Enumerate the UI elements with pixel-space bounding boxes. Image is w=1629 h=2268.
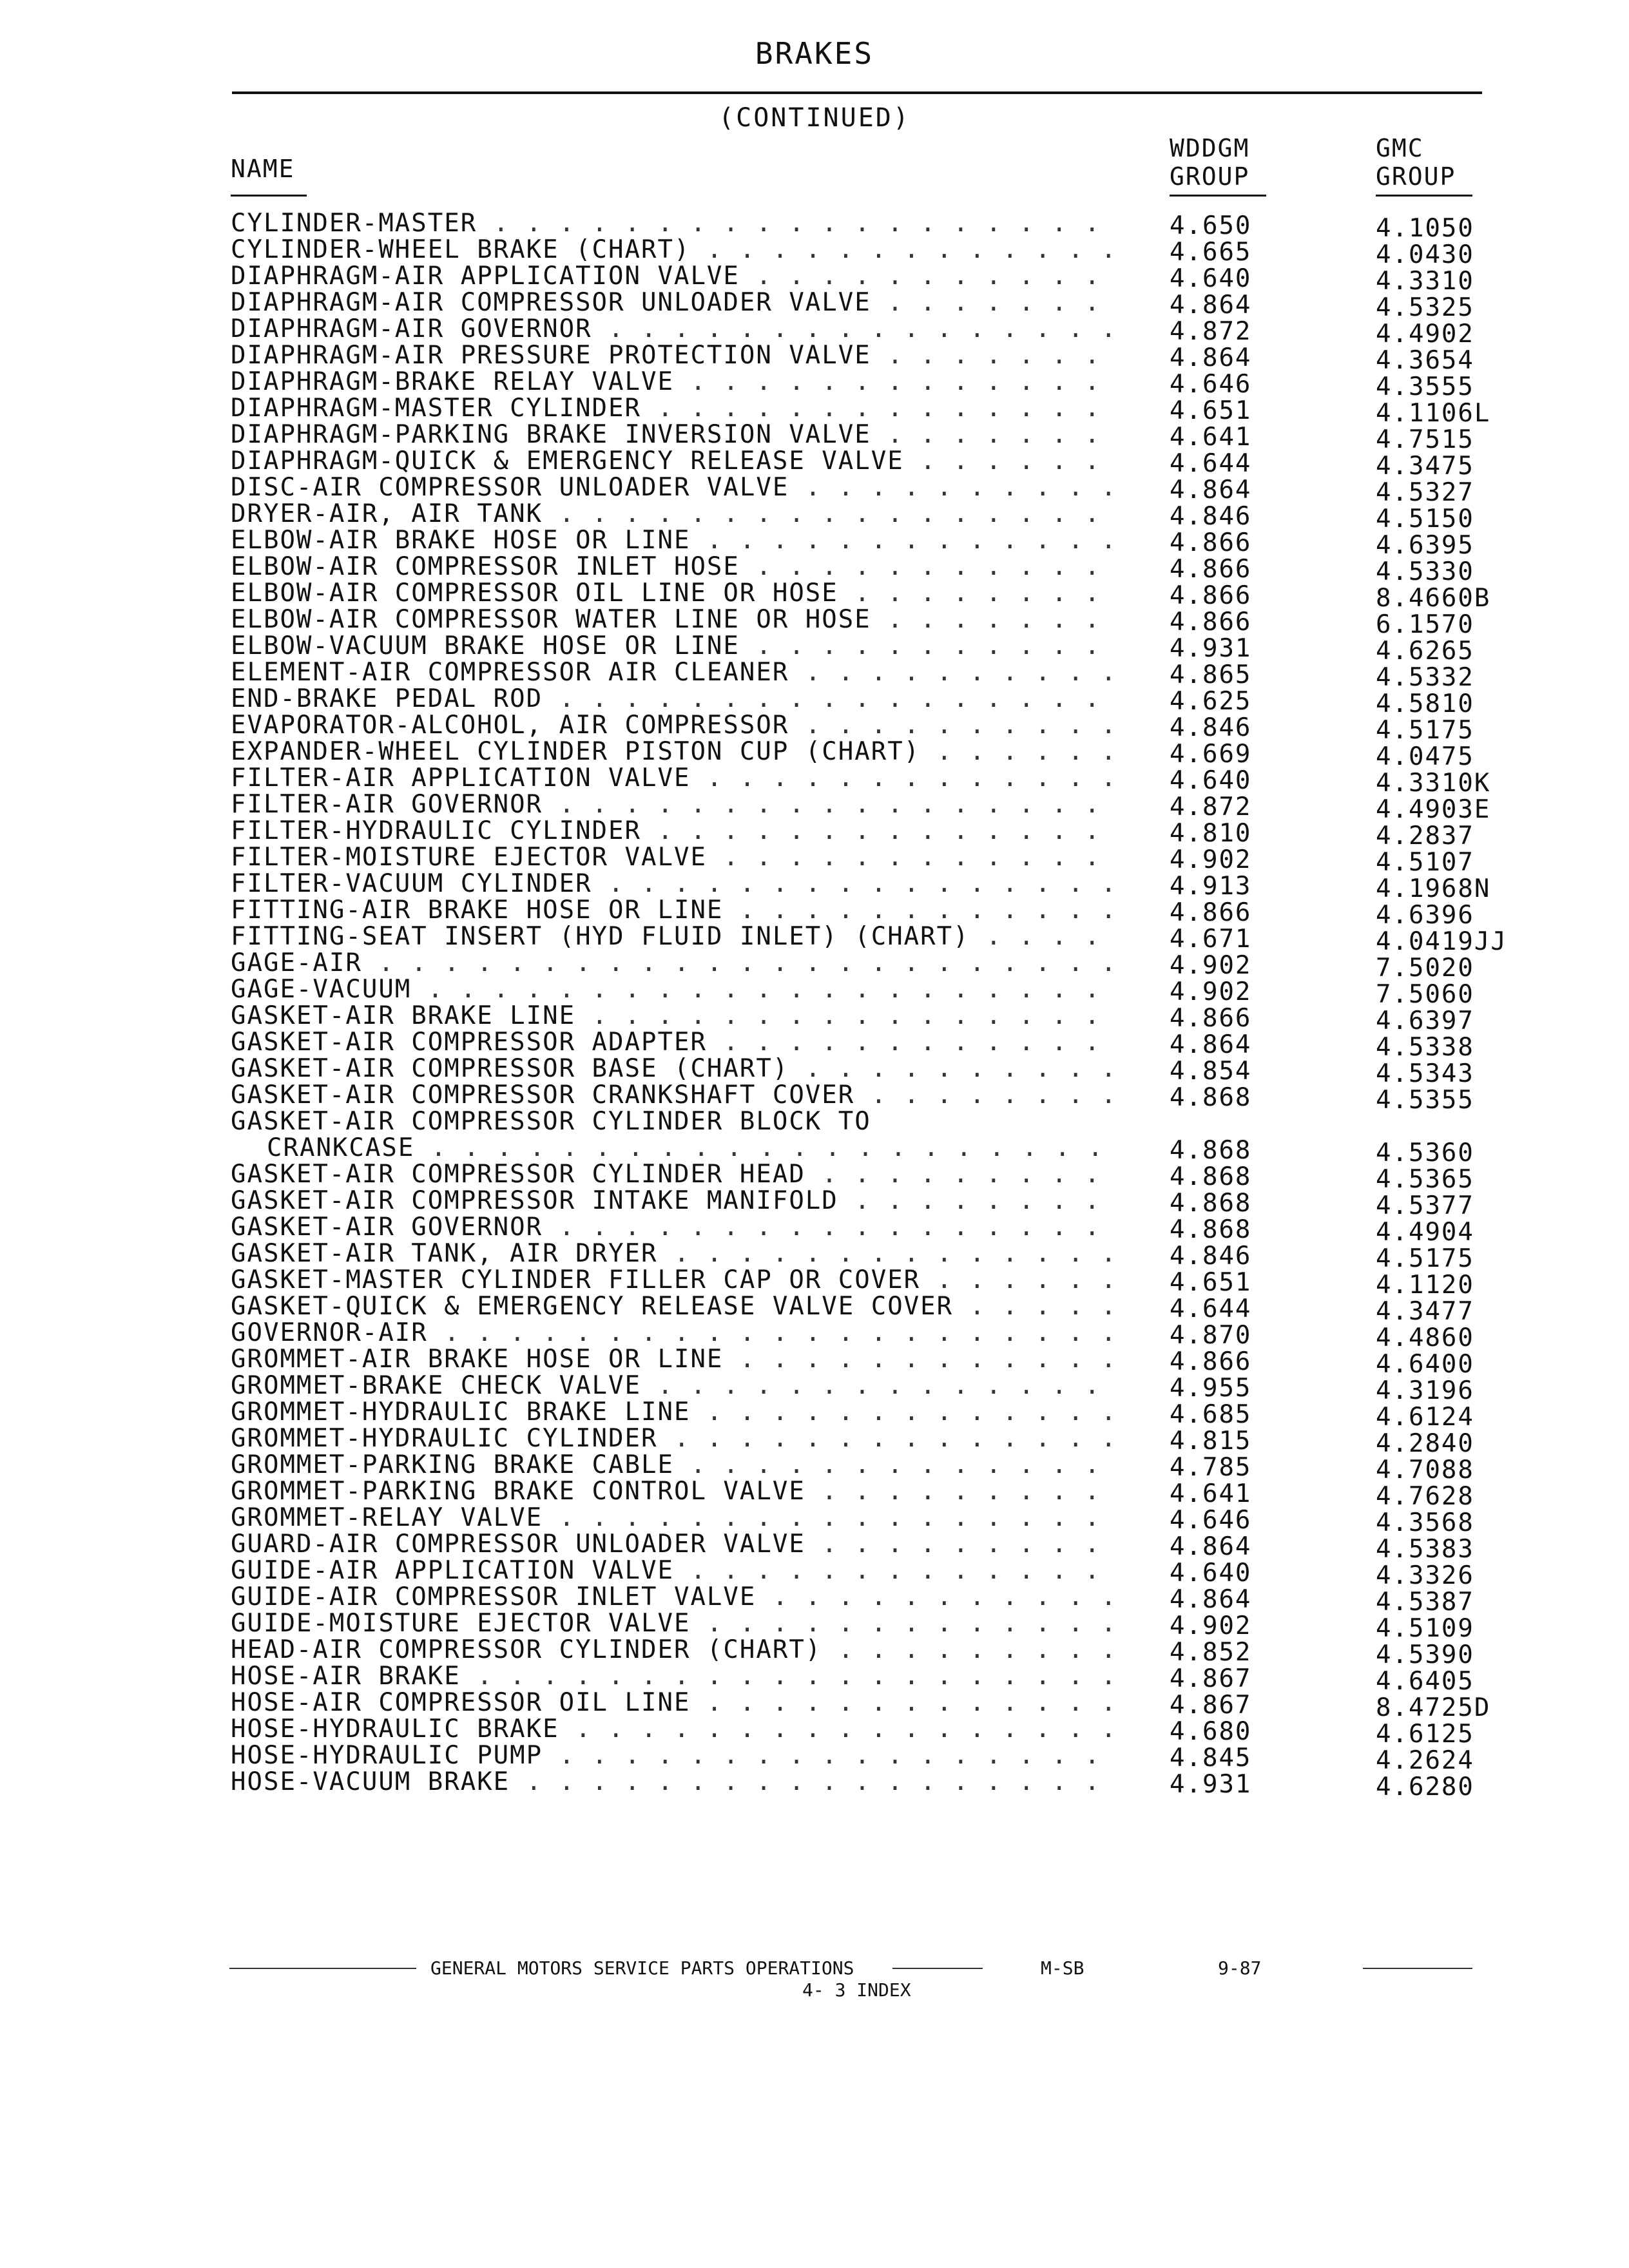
gmc-group: 4.5107 xyxy=(1376,848,1474,877)
gmc-group: 7.5020 xyxy=(1376,954,1474,983)
table-row xyxy=(231,1504,1552,1537)
part-name: HEAD-AIR COMPRESSOR CYLINDER (CHART) . . . xyxy=(231,1637,1113,1663)
part-name: GAGE-VACUUM . . . xyxy=(231,976,1113,1003)
part-name: GASKET-AIR COMPRESSOR ADAPTER . . . xyxy=(231,1029,1113,1055)
gmc-group: 4.6280 xyxy=(1376,1773,1474,1802)
part-name: GUARD-AIR COMPRESSOR UNLOADER VALVE . . . xyxy=(231,1531,1113,1557)
wddgm-group: 4.868 xyxy=(1170,1189,1252,1218)
table-row xyxy=(231,818,1552,850)
header-underline-gmc xyxy=(1376,195,1472,197)
footer-rule-left xyxy=(229,1968,416,1969)
table-row xyxy=(231,659,1552,692)
gmc-group: 4.5387 xyxy=(1376,1588,1474,1617)
table-row xyxy=(231,950,1552,983)
part-name: DRYER-AIR, AIR TANK . . . xyxy=(231,501,1113,527)
gmc-group: 4.7628 xyxy=(1376,1482,1474,1511)
part-name: ELBOW-AIR COMPRESSOR INLET HOSE . . . xyxy=(231,553,1113,580)
wddgm-group: 4.902 xyxy=(1170,977,1252,1006)
gmc-group: 4.5810 xyxy=(1376,689,1474,718)
gmc-group: 4.5332 xyxy=(1376,663,1474,692)
table-row xyxy=(231,1108,1552,1135)
wddgm-group: 4.866 xyxy=(1170,1004,1252,1033)
part-name: EXPANDER-WHEEL CYLINDER PISTON CUP (CHART) . . . xyxy=(231,738,1113,765)
part-name: FILTER-VACUUM CYLINDER . . . xyxy=(231,870,1113,897)
part-name: GASKET-AIR COMPRESSOR CRANKSHAFT COVER . . . xyxy=(231,1082,1113,1108)
table-row xyxy=(231,1478,1552,1511)
table-row xyxy=(231,1372,1552,1405)
wddgm-group: 4.650 xyxy=(1170,211,1252,240)
table-row xyxy=(231,316,1552,349)
table-row xyxy=(231,1769,1552,1802)
gmc-group: 4.4902 xyxy=(1376,320,1474,349)
gmc-group: 4.2837 xyxy=(1376,822,1474,850)
table-row xyxy=(231,1161,1552,1194)
gmc-group: 4.1050 xyxy=(1376,214,1474,243)
part-name: DISC-AIR COMPRESSOR UNLOADER VALVE . . . xyxy=(231,474,1113,501)
table-row xyxy=(231,1663,1552,1696)
gmc-group: 4.7515 xyxy=(1376,425,1474,454)
gmc-group: 4.2840 xyxy=(1376,1429,1474,1458)
wddgm-group: 4.651 xyxy=(1170,396,1252,425)
part-name: EVAPORATOR-ALCOHOL, AIR COMPRESSOR . . . xyxy=(231,712,1113,738)
table-row xyxy=(231,897,1552,930)
wddgm-group: 4.931 xyxy=(1170,634,1252,663)
wddgm-group: 4.685 xyxy=(1170,1400,1252,1429)
part-name: FILTER-AIR APPLICATION VALVE . . . xyxy=(231,765,1113,791)
part-name: GASKET-AIR COMPRESSOR CYLINDER HEAD . . . xyxy=(231,1161,1113,1187)
table-row xyxy=(231,1716,1552,1749)
part-name: GROMMET-BRAKE CHECK VALVE . . . xyxy=(231,1372,1113,1399)
gmc-group: 4.6125 xyxy=(1376,1720,1474,1749)
table-row xyxy=(231,1399,1552,1432)
table-row xyxy=(231,580,1552,613)
wddgm-group: 4.902 xyxy=(1170,1611,1252,1640)
wddgm-group: 4.868 xyxy=(1170,1162,1252,1191)
table-row xyxy=(231,1029,1552,1062)
gmc-group: 4.5325 xyxy=(1376,293,1474,322)
header-underline-name xyxy=(231,195,307,197)
wddgm-group: 4.872 xyxy=(1170,317,1252,346)
table-row xyxy=(231,765,1552,798)
table-row xyxy=(231,210,1552,243)
table-row xyxy=(231,501,1552,533)
wddgm-group: 4.854 xyxy=(1170,1057,1252,1086)
part-name: CYLINDER-MASTER . . . xyxy=(231,210,1113,236)
footer-page-index: 4- 3 INDEX xyxy=(802,1979,911,2001)
wddgm-group: 4.931 xyxy=(1170,1770,1252,1799)
wddgm-group: 4.913 xyxy=(1170,872,1252,901)
gmc-group: 4.1120 xyxy=(1376,1271,1474,1300)
part-name: HOSE-HYDRAULIC PUMP . . . xyxy=(231,1742,1113,1769)
part-name: GASKET-QUICK & EMERGENCY RELEASE VALVE COVER . . . xyxy=(231,1293,1113,1320)
gmc-group: 4.0419JJ xyxy=(1376,927,1507,956)
gmc-group: 4.3326 xyxy=(1376,1561,1474,1590)
table-row xyxy=(231,1293,1552,1326)
part-name: GROMMET-RELAY VALVE . . . xyxy=(231,1504,1113,1531)
table-row xyxy=(231,1320,1552,1352)
part-name: HOSE-VACUUM BRAKE . . . xyxy=(231,1769,1113,1795)
gmc-group: 4.1968N xyxy=(1376,874,1491,903)
wddgm-group: 4.641 xyxy=(1170,1479,1252,1508)
wddgm-group: 4.864 xyxy=(1170,343,1252,372)
gmc-group: 4.4904 xyxy=(1376,1218,1474,1247)
gmc-group: 4.6265 xyxy=(1376,637,1474,666)
gmc-group: 4.5390 xyxy=(1376,1640,1474,1669)
table-row xyxy=(231,712,1552,745)
gmc-group: 4.3477 xyxy=(1376,1297,1474,1326)
gmc-group: 4.4903E xyxy=(1376,795,1491,824)
gmc-group: 4.5175 xyxy=(1376,1244,1474,1273)
table-row xyxy=(231,1637,1552,1669)
wddgm-group: 4.671 xyxy=(1170,925,1252,954)
part-name: GASKET-AIR GOVERNOR . . . xyxy=(231,1214,1113,1240)
part-name: GUIDE-AIR COMPRESSOR INLET VALVE . . . xyxy=(231,1584,1113,1610)
gmc-group: 4.7088 xyxy=(1376,1456,1474,1485)
wddgm-group: 4.867 xyxy=(1170,1664,1252,1693)
part-name: ELBOW-AIR COMPRESSOR OIL LINE OR HOSE . . . xyxy=(231,580,1113,606)
wddgm-group: 4.644 xyxy=(1170,1294,1252,1323)
part-name: DIAPHRAGM-BRAKE RELAY VALVE . . . xyxy=(231,369,1113,395)
wddgm-group: 4.669 xyxy=(1170,740,1252,769)
gmc-group: 4.0475 xyxy=(1376,742,1474,771)
wddgm-group: 4.625 xyxy=(1170,687,1252,716)
wddgm-group: 4.846 xyxy=(1170,502,1252,531)
gmc-group: 4.6124 xyxy=(1376,1403,1474,1432)
gmc-group: 4.3310K xyxy=(1376,769,1491,798)
footer-rule-right xyxy=(1363,1968,1472,1969)
gmc-group: 4.5330 xyxy=(1376,557,1474,586)
wddgm-group: 4.640 xyxy=(1170,264,1252,293)
part-name: CYLINDER-WHEEL BRAKE (CHART) . . . xyxy=(231,236,1113,263)
gmc-group: 4.6396 xyxy=(1376,901,1474,930)
part-name: ELBOW-VACUUM BRAKE HOSE OR LINE . . . xyxy=(231,633,1113,659)
part-name: GASKET-AIR COMPRESSOR INTAKE MANIFOLD . . . xyxy=(231,1187,1113,1214)
table-row xyxy=(231,791,1552,824)
wddgm-group: 4.866 xyxy=(1170,898,1252,927)
wddgm-group: 4.641 xyxy=(1170,423,1252,452)
wddgm-group: 4.680 xyxy=(1170,1717,1252,1746)
part-name: END-BRAKE PEDAL ROD . . . xyxy=(231,686,1113,712)
part-name: GASKET-MASTER CYLINDER FILLER CAP OR COVER . . . xyxy=(231,1267,1113,1293)
gmc-group: 6.1570 xyxy=(1376,610,1474,639)
column-header-gmc-line2: GROUP xyxy=(1376,162,1456,191)
wddgm-group: 4.815 xyxy=(1170,1427,1252,1456)
table-row xyxy=(231,527,1552,560)
table-row xyxy=(231,1531,1552,1564)
part-name: DIAPHRAGM-AIR APPLICATION VALVE . . . xyxy=(231,263,1113,289)
part-name: GASKET-AIR COMPRESSOR BASE (CHART) . . . xyxy=(231,1055,1113,1082)
wddgm-group: 4.868 xyxy=(1170,1215,1252,1244)
gmc-group: 4.5109 xyxy=(1376,1614,1474,1643)
wddgm-group: 4.902 xyxy=(1170,845,1252,874)
wddgm-group: 4.852 xyxy=(1170,1638,1252,1667)
wddgm-group: 4.872 xyxy=(1170,793,1252,822)
table-row xyxy=(231,1610,1552,1643)
gmc-group: 7.5060 xyxy=(1376,980,1474,1009)
parts-index-table xyxy=(231,210,1552,1802)
table-row xyxy=(231,395,1552,428)
wddgm-group: 4.864 xyxy=(1170,476,1252,505)
wddgm-group: 4.864 xyxy=(1170,1585,1252,1614)
wddgm-group: 4.646 xyxy=(1170,1506,1252,1535)
table-row xyxy=(231,1346,1552,1379)
column-header-wddgm-line2: GROUP xyxy=(1170,162,1250,191)
table-row xyxy=(231,606,1552,639)
part-name: GUIDE-MOISTURE EJECTOR VALVE . . . xyxy=(231,1610,1113,1637)
part-name: GASKET-AIR COMPRESSOR CYLINDER BLOCK TO xyxy=(231,1108,871,1135)
gmc-group: 8.4725D xyxy=(1376,1693,1491,1722)
wddgm-group: 4.846 xyxy=(1170,1242,1252,1271)
gmc-group: 4.3310 xyxy=(1376,267,1474,296)
table-row xyxy=(231,1003,1552,1035)
wddgm-group: 4.864 xyxy=(1170,1030,1252,1059)
table-row xyxy=(231,1742,1552,1775)
gmc-group: 4.3475 xyxy=(1376,452,1474,481)
table-row xyxy=(231,289,1552,322)
gmc-group: 4.3568 xyxy=(1376,1508,1474,1537)
part-name: FILTER-AIR GOVERNOR . . . xyxy=(231,791,1113,818)
part-name: ELBOW-AIR BRAKE HOSE OR LINE . . . xyxy=(231,527,1113,553)
part-name: GASKET-AIR TANK, AIR DRYER . . . xyxy=(231,1240,1113,1267)
table-row xyxy=(231,1689,1552,1722)
wddgm-group: 4.651 xyxy=(1170,1268,1252,1297)
gmc-group: 8.4660B xyxy=(1376,584,1491,613)
title-rule xyxy=(232,91,1482,94)
table-row xyxy=(231,263,1552,296)
wddgm-group: 4.810 xyxy=(1170,819,1252,848)
footer-code: M-SB xyxy=(1041,1957,1084,1979)
gmc-group: 4.1106L xyxy=(1376,399,1491,428)
wddgm-group: 4.866 xyxy=(1170,528,1252,557)
part-name: FITTING-SEAT INSERT (HYD FLUID INLET) (CHART) . . . xyxy=(231,923,1113,950)
gmc-group: 4.5175 xyxy=(1376,716,1474,745)
table-row xyxy=(231,1584,1552,1617)
table-row xyxy=(231,1082,1552,1115)
footer-rule-middle xyxy=(892,1968,983,1969)
part-name: DIAPHRAGM-PARKING BRAKE INVERSION VALVE . . . xyxy=(231,421,1113,448)
table-row xyxy=(231,844,1552,877)
wddgm-group: 4.870 xyxy=(1170,1321,1252,1350)
gmc-group: 4.6400 xyxy=(1376,1350,1474,1379)
part-name: DIAPHRAGM-AIR COMPRESSOR UNLOADER VALVE . . . xyxy=(231,289,1113,316)
column-header-gmc-line1: GMC xyxy=(1376,134,1424,162)
part-name: GROMMET-HYDRAULIC CYLINDER . . . xyxy=(231,1425,1113,1452)
wddgm-group: 4.866 xyxy=(1170,608,1252,637)
gmc-group: 4.5377 xyxy=(1376,1191,1474,1220)
wddgm-group: 4.865 xyxy=(1170,660,1252,689)
table-row xyxy=(231,870,1552,903)
part-name: DIAPHRAGM-AIR GOVERNOR . . . xyxy=(231,316,1113,342)
table-row xyxy=(231,1135,1552,1168)
part-name: FILTER-MOISTURE EJECTOR VALVE . . . xyxy=(231,844,1113,870)
gmc-group: 4.6397 xyxy=(1376,1006,1474,1035)
part-name: HOSE-HYDRAULIC BRAKE . . . xyxy=(231,1716,1113,1742)
part-name: DIAPHRAGM-QUICK & EMERGENCY RELEASE VALVE . . . xyxy=(231,448,1113,474)
gmc-group: 4.3555 xyxy=(1376,372,1474,401)
table-row xyxy=(231,553,1552,586)
part-name: GROMMET-PARKING BRAKE CONTROL VALVE . . . xyxy=(231,1478,1113,1504)
gmc-group: 4.3654 xyxy=(1376,346,1474,375)
wddgm-group: 4.644 xyxy=(1170,449,1252,478)
gmc-group: 4.5365 xyxy=(1376,1165,1474,1194)
header-underline-wddgm xyxy=(1170,195,1266,197)
page-subtitle: (CONTINUED) xyxy=(718,103,911,133)
page-title: BRAKES xyxy=(755,36,874,71)
wddgm-group: 4.640 xyxy=(1170,766,1252,795)
part-name: GROMMET-PARKING BRAKE CABLE . . . xyxy=(231,1452,1113,1478)
wddgm-group: 4.640 xyxy=(1170,1559,1252,1588)
table-row xyxy=(231,633,1552,666)
footer-operations: GENERAL MOTORS SERVICE PARTS OPERATIONS xyxy=(430,1957,854,1979)
gmc-group: 4.2624 xyxy=(1376,1746,1474,1775)
table-row xyxy=(231,1557,1552,1590)
table-row xyxy=(231,686,1552,718)
table-row xyxy=(231,1267,1552,1300)
wddgm-group: 4.864 xyxy=(1170,1532,1252,1561)
gmc-group: 4.5383 xyxy=(1376,1535,1474,1564)
table-row xyxy=(231,342,1552,375)
wddgm-group: 4.866 xyxy=(1170,1347,1252,1376)
table-row xyxy=(231,976,1552,1009)
table-row xyxy=(231,1055,1552,1088)
table-row xyxy=(231,369,1552,401)
wddgm-group: 4.846 xyxy=(1170,713,1252,742)
wddgm-group: 4.646 xyxy=(1170,370,1252,399)
part-name: ELEMENT-AIR COMPRESSOR AIR CLEANER . . . xyxy=(231,659,1113,686)
table-row xyxy=(231,448,1552,481)
gmc-group: 4.4860 xyxy=(1376,1323,1474,1352)
table-row xyxy=(231,923,1552,956)
part-name: HOSE-AIR BRAKE . . . xyxy=(231,1663,1113,1689)
part-name: GUIDE-AIR APPLICATION VALVE . . . xyxy=(231,1557,1113,1584)
gmc-group: 4.6395 xyxy=(1376,531,1474,560)
part-name: FILTER-HYDRAULIC CYLINDER . . . xyxy=(231,818,1113,844)
part-name: GROMMET-AIR BRAKE HOSE OR LINE . . . xyxy=(231,1346,1113,1372)
table-row xyxy=(231,474,1552,507)
column-header-wddgm xyxy=(1170,134,1249,191)
table-row xyxy=(231,1240,1552,1273)
wddgm-group: 4.845 xyxy=(1170,1744,1252,1773)
table-row xyxy=(231,421,1552,454)
wddgm-group: 4.785 xyxy=(1170,1453,1252,1482)
footer-date: 9-87 xyxy=(1218,1957,1262,1979)
gmc-group: 4.5150 xyxy=(1376,505,1474,533)
wddgm-group: 4.902 xyxy=(1170,951,1252,980)
part-name: DIAPHRAGM-MASTER CYLINDER . . . xyxy=(231,395,1113,421)
part-name: FITTING-AIR BRAKE HOSE OR LINE . . . xyxy=(231,897,1113,923)
gmc-group: 4.5338 xyxy=(1376,1033,1474,1062)
wddgm-group: 4.866 xyxy=(1170,581,1252,610)
part-name: GAGE-AIR . . . xyxy=(231,950,1113,976)
part-name: CRANKCASE . . . xyxy=(267,1135,1113,1161)
wddgm-group: 4.665 xyxy=(1170,238,1252,267)
column-header-gmc xyxy=(1376,134,1456,191)
wddgm-group: 4.866 xyxy=(1170,555,1252,584)
wddgm-group: 4.955 xyxy=(1170,1374,1252,1403)
column-header-name: NAME xyxy=(231,155,295,183)
table-row xyxy=(231,738,1552,771)
table-row xyxy=(231,1187,1552,1220)
wddgm-group: 4.867 xyxy=(1170,1691,1252,1720)
gmc-group: 4.0430 xyxy=(1376,240,1474,269)
gmc-group: 4.5360 xyxy=(1376,1139,1474,1168)
gmc-group: 4.5327 xyxy=(1376,478,1474,507)
column-header-wddgm-line1: WDDGM xyxy=(1170,134,1250,162)
wddgm-group: 4.868 xyxy=(1170,1136,1252,1165)
gmc-group: 4.3196 xyxy=(1376,1376,1474,1405)
gmc-group: 4.6405 xyxy=(1376,1667,1474,1696)
gmc-group: 4.5343 xyxy=(1376,1059,1474,1088)
table-row xyxy=(231,1214,1552,1247)
part-name: GOVERNOR-AIR . . . xyxy=(231,1320,1113,1346)
table-row xyxy=(231,1425,1552,1458)
table-row xyxy=(231,1452,1552,1485)
part-name: HOSE-AIR COMPRESSOR OIL LINE . . . xyxy=(231,1689,1113,1716)
part-name: DIAPHRAGM-AIR PRESSURE PROTECTION VALVE . . . xyxy=(231,342,1113,369)
wddgm-group: 4.864 xyxy=(1170,291,1252,320)
part-name: GROMMET-HYDRAULIC BRAKE LINE . . . xyxy=(231,1399,1113,1425)
gmc-group: 4.5355 xyxy=(1376,1086,1474,1115)
part-name: ELBOW-AIR COMPRESSOR WATER LINE OR HOSE . . . xyxy=(231,606,1113,633)
table-row xyxy=(231,236,1552,269)
wddgm-group: 4.868 xyxy=(1170,1083,1252,1112)
part-name: GASKET-AIR BRAKE LINE . . . xyxy=(231,1003,1113,1029)
